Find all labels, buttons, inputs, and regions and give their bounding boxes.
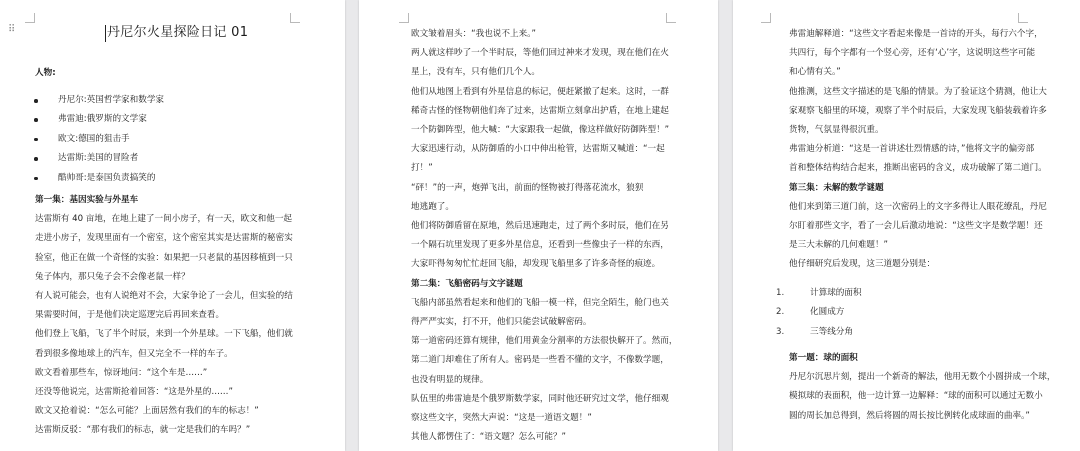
crop-mark-top-right bbox=[290, 13, 300, 23]
document-page-2 bbox=[359, 0, 718, 451]
paragraph-line[interactable]: “砰！”的一声，炮弹飞出，前面的怪物被打得落花流水，狼狈 bbox=[411, 182, 644, 193]
bullet-icon bbox=[34, 177, 38, 181]
crop-mark-top-left bbox=[25, 13, 35, 23]
paragraph-line[interactable]: 是三大未解的几何难题！” bbox=[789, 240, 888, 251]
crop-mark-top-left bbox=[761, 13, 771, 23]
bullet-icon bbox=[34, 157, 38, 161]
paragraph-line[interactable]: 飞船内部虽然看起来和他们的飞船一模一样，但完全陌生，舱门也关 bbox=[411, 297, 669, 308]
paragraph-line[interactable]: 队伍里的弗雷迪是个俄罗斯数学家，同时他还研究过文学，他仔细观 bbox=[411, 393, 669, 404]
list-number: 1. bbox=[776, 288, 785, 298]
paragraph-line[interactable]: 他们来到第三道门前，这一次密码上的文字多得让人眼花缭乱，丹尼 bbox=[789, 201, 1047, 212]
document-title[interactable]: 丹尼尔火星探险日记 01 bbox=[107, 25, 249, 40]
paragraph-line[interactable]: 地逃跑了。 bbox=[411, 201, 454, 212]
paragraph-line[interactable]: 兔子体内，那只兔子会不会像老鼠一样？ bbox=[35, 271, 190, 282]
paragraph-line[interactable]: 果需要时间，于是他们决定巡逻完后再回来查看。 bbox=[35, 310, 225, 321]
crop-mark-top-right bbox=[1018, 13, 1028, 23]
paragraph-line[interactable]: 达雷斯有 40 亩地，在地上建了一间小房子，有一天，欧文和他一起 bbox=[35, 214, 293, 225]
paragraph-line[interactable]: 共四行，每个字都有一个竖心旁，还有‘心’字，这说明这些字可能 bbox=[789, 48, 1036, 59]
paragraph-line[interactable]: 看到很多像地球上的汽车，但又完全不一样的车子。 bbox=[35, 348, 233, 359]
paragraph-line[interactable]: 弗雷迪解释道：“这些文字看起来像是一首诗的开头，每行六个字， bbox=[789, 29, 1043, 39]
paragraph-line[interactable]: 丹尼尔沉思片刻，提出一个新奇的解法，他用无数个小圆拼成一个球， bbox=[789, 372, 1056, 383]
list-number: 2. bbox=[776, 307, 785, 318]
characters-label: 人物: bbox=[35, 68, 56, 78]
document-page-3: 弗雷迪解释道：“这些文字看起来像是一首诗的开头，每行六个字， 共四行，每个字都有一个竖心旁，还有‘心’字，这说明这些字可能 和心情有关。” 他推测，这些文字描述的是飞船的情景。为了验证这个猜测，他让大 家观察飞船里的环境，观察了半个时辰后，大家发现飞船装载着许多 货物，气氛显得很沉重。 弗雷迪分析道：“这是一首讲述壮烈情感的诗，”他将文字的偏旁部 首和整体结构结合起来，推断出密码的含义，成功破解了第二道门。 第三集：未解的数学谜题 他们来到第三道门前，这一次密码上的文字多得让人眼花缭乱，丹尼 尔盯着那些文字，看了一会儿后激动地说：“这些文字是数学题！还 是三大未解的几何难题！” 他仔细研究后发现，这三道题分别是： 1. 计算球的面积 2. 化圆成方 3. 三等线分角 第一题：球的面积 丹尼尔沉思片刻，提出一个新奇的解法，他用无数个小圆拼成一个球， 模拟球的表面积，他一边计算一边解释：“球的面积可以通过无数小 圆的周长加总得到，然后将圆的周长按比例转化成球面的曲率。” bbox=[733, 0, 1080, 451]
crop-mark-top-left bbox=[399, 13, 409, 23]
text-cursor bbox=[105, 25, 106, 42]
paragraph-line[interactable]: 尔盯着那些文字，看了一会儿后激动地说：“这些文字是数学题！还 bbox=[789, 221, 1043, 232]
page3-body-bottom bbox=[789, 349, 1055, 426]
paragraph-line[interactable]: 得严严实实，打不开，他们只能尝试破解密码。 bbox=[411, 317, 592, 328]
paragraph-line[interactable]: 欧文皱着眉头：“我也说不上来。” bbox=[411, 29, 536, 39]
paragraph-line[interactable]: 货物，气氛显得很沉重。 bbox=[789, 125, 884, 136]
paragraph-line[interactable]: 两人就这样吵了一个半时辰，等他们回过神来才发现，现在他们在火 bbox=[411, 48, 669, 59]
paragraph-line[interactable]: 也没有明显的规律。 bbox=[411, 374, 489, 385]
paragraph-line[interactable]: 还没等他说完，达雷斯抢着回答：“这是外星的……” bbox=[35, 387, 233, 398]
page1-body bbox=[35, 191, 293, 441]
paragraph-line[interactable]: 察这些文字，突然大声说：“这是一道语文题！” bbox=[411, 413, 592, 424]
page3-body-top bbox=[789, 25, 1047, 275]
paragraph-line[interactable]: 模拟球的表面积，他一边计算一边解释：“球的面积可以通过无数小 bbox=[789, 391, 1043, 402]
paragraph-line[interactable]: 圆的周长加总得到，然后将圆的周长按比例转化成球面的曲率。” bbox=[789, 410, 1030, 421]
paragraph-line[interactable]: 第二道门却难住了所有人。密码是一些看不懂的文字，不像数学题， bbox=[411, 355, 669, 366]
paragraph-line[interactable]: 他推测，这些文字描述的是飞船的情景。为了验证这个猜测，他让大 bbox=[789, 86, 1047, 97]
paragraph-line[interactable]: 第一道密码还算有规律，他们用黄金分割率的方法很快解开了。然而， bbox=[411, 336, 678, 347]
paragraph-line[interactable]: 达雷斯反驳：“那有我们的标志，就一定是我们的车吗？” bbox=[35, 425, 251, 436]
paragraph-line[interactable]: 和心情有关。” bbox=[789, 67, 841, 78]
paragraph-line[interactable]: 一个隔石坑里发现了更多外星信息，还看到一些像虫子一样的东西， bbox=[411, 240, 669, 251]
paragraph-line[interactable]: 他们将防御盾留在原地，然后迅速跑走，过了两个多时辰，他们在另 bbox=[411, 221, 669, 232]
drag-handle-icon[interactable]: ⠿ bbox=[8, 24, 17, 35]
paragraph-line[interactable]: 欧文看着那些车，惊讶地问：“这个车是……” bbox=[35, 367, 208, 378]
paragraph-line[interactable]: 弗雷迪分析道：“这是一首讲述壮烈情感的诗，”他将文字的偏旁部 bbox=[789, 144, 1035, 155]
paragraph-line[interactable]: 星上，没有车，只有他们几个人。 bbox=[411, 67, 540, 78]
paragraph-line[interactable]: 有人说可能会，也有人说绝对不会，大家争论了一会儿，但实验的结 bbox=[35, 291, 293, 302]
paragraph-line[interactable]: 欧文又抢着说：“怎么可能？上面居然有我们的车的标志！” bbox=[35, 406, 259, 417]
paragraph-line[interactable]: 其他人都愣住了：“语文题？怎么可能？” bbox=[411, 432, 566, 443]
bullet-icon bbox=[34, 138, 38, 142]
paragraph-line[interactable]: 首和整体结构结合起来，推断出密码的含义，成功破解了第二道门。 bbox=[789, 163, 1047, 174]
paragraph-line[interactable]: 一个防御阵型，他大喊：“大家跟我一起做，像这样做好防御阵型！” bbox=[411, 125, 670, 136]
paragraph-line[interactable]: 他们从地图上看到有外星信息的标记，便赶紧撤了起来。这时，一群 bbox=[411, 86, 669, 97]
episode-1-heading[interactable]: 第一集：基因实验与外星车 bbox=[35, 195, 139, 205]
paragraph-line[interactable]: 验室，他正在做一个奇怪的实验：如果把一只老鼠的基因移植到一只 bbox=[35, 252, 293, 263]
paragraph-line[interactable]: 他们登上飞船，飞了半个时辰，来到一个外星球。一下飞船，他们就 bbox=[35, 329, 293, 340]
bullet-icon bbox=[34, 99, 38, 103]
paragraph-line[interactable]: 走进小房子，发现里面有一个密室，这个密室其实是达雷斯的秘密实 bbox=[35, 233, 293, 244]
paragraph-line[interactable]: 稀奇古怪的怪物朝他们奔了过来，达雷斯立刻拿出护盾，在地上建起 bbox=[411, 105, 669, 116]
paragraph-line[interactable]: 大家吓得匆匆忙忙赶回飞船，却发现飞船里多了许多奇怪的痕迹。 bbox=[411, 259, 661, 270]
problem-1-heading[interactable]: 第一题：球的面积 bbox=[789, 353, 858, 363]
crop-mark-top-right bbox=[666, 13, 676, 23]
paragraph-line[interactable]: 打！” bbox=[411, 163, 433, 174]
list-number: 3. bbox=[776, 326, 785, 337]
bullet-icon bbox=[34, 118, 38, 122]
page2-body bbox=[411, 25, 677, 447]
paragraph-line[interactable]: 他仔细研究后发现，这三道题分别是： bbox=[789, 259, 936, 270]
paragraph-line[interactable]: 家观察飞船里的环境，观察了半个时辰后，大家发现飞船装载着许多 bbox=[789, 105, 1047, 116]
document-page-1: ⠿ 丹尼尔火星探险日记 01 人物: 丹尼尔:英国哲学家和数学家 弗雷迪:俄罗斯的文学家 欧文:德国的狙击手 达雷斯:美国的冒险者 酷帅哥:是泰国负责搞笑的 第一集：基因实验与外星车 达雷斯有 40 亩地，在地上建了一间小房子，有一天，欧文和他一起 走进小房子，发现里面有一个密室，这个密室其实是达雷斯的秘密实 验室，他正在做一个奇怪的实验：如果把一只老鼠的基因移植到一只 兔子体内，那只兔子会不会像老鼠一样？ 有人说可能会，也有人说绝对不会，大家争论了一会儿，但实验的结 果需要时间，于是他们决定巡逻完后再回来查看。 他们登上飞船，飞了半个时辰，来到一个外星球。一下飞船，他们就 看到很多像地球上的汽车，但又完全不一样的车子。 欧文看着那些车，惊讶地问：“这个车是……” 还没等他说完，达雷斯抢着回答：“这是外星的……” 欧文又抢着说：“怎么可能？上面居然有我们的车的标志！” 达雷斯反驳：“那有我们的标志，就一定是我们的车吗？” bbox=[0, 0, 345, 451]
episode-3-heading[interactable]: 第三集：未解的数学谜题 bbox=[789, 182, 884, 193]
paragraph-line[interactable]: 大家迅速行动，从防御盾的小口中伸出枪管，达雷斯又喊道：“一起 bbox=[411, 144, 665, 155]
episode-2-heading[interactable]: 第二集：飞船密码与文字谜题 bbox=[411, 278, 523, 289]
